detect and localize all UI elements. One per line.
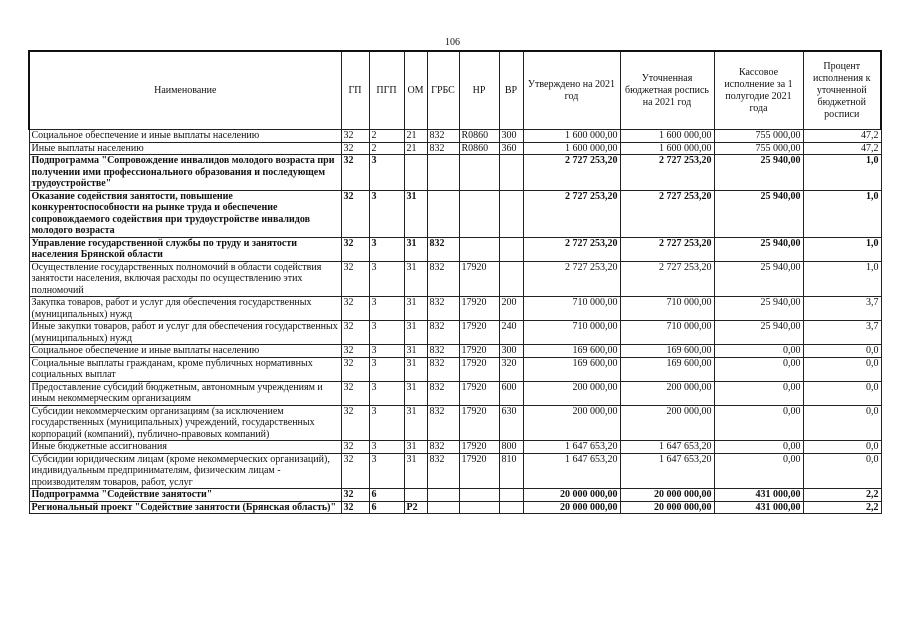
cell-clarified: 1 647 653,20 [620,441,714,454]
cell-om: 31 [404,441,427,454]
cell-cash: 25 940,00 [714,261,803,297]
cell-grbs [427,489,459,502]
cell-clarified: 200 000,00 [620,381,714,405]
cell-name: Субсидии юридическим лицам (кроме некоммерческих организаций), индивидуальным предпринимателям, физическим лицам - производителям товаров, работ, услуг [29,453,341,489]
header-vr: ВР [499,51,523,130]
cell-om: 31 [404,237,427,261]
table-row [29,357,881,381]
cell-np: 17920 [459,297,499,321]
cell-percent: 1,0 [803,237,881,261]
cell-om: 31 [404,345,427,358]
table-row [29,453,881,489]
cell-clarified: 20 000 000,00 [620,501,714,514]
cell-cash: 755 000,00 [714,142,803,155]
cell-vr [499,237,523,261]
cell-om: 31 [404,405,427,441]
cell-grbs: 832 [427,345,459,358]
cell-clarified: 1 647 653,20 [620,453,714,489]
cell-cash: 0,00 [714,441,803,454]
cell-percent: 1,0 [803,261,881,297]
cell-clarified: 710 000,00 [620,321,714,345]
cell-approved: 200 000,00 [523,405,620,441]
cell-grbs: 832 [427,237,459,261]
cell-grbs [427,501,459,514]
cell-ppgp: 6 [369,501,404,514]
cell-grbs: 832 [427,453,459,489]
cell-approved: 1 647 653,20 [523,441,620,454]
cell-percent: 0,0 [803,405,881,441]
cell-approved: 1 647 653,20 [523,453,620,489]
header-approved: Утверждено на 2021 год [523,51,620,130]
cell-vr [499,261,523,297]
cell-approved: 20 000 000,00 [523,489,620,502]
cell-gp: 32 [341,453,369,489]
cell-name: Региональный проект "Содействие занятости (Брянская область)" [29,501,341,514]
cell-gp: 32 [341,155,369,191]
cell-name: Подпрограмма "Содействие занятости" [29,489,341,502]
cell-clarified: 169 600,00 [620,345,714,358]
cell-ppgp: 3 [369,237,404,261]
cell-cash: 0,00 [714,357,803,381]
cell-percent: 0,0 [803,441,881,454]
cell-np [459,489,499,502]
cell-name: Иные бюджетные ассигнования [29,441,341,454]
cell-np: 17920 [459,357,499,381]
cell-vr: 300 [499,130,523,143]
cell-ppgp: 3 [369,453,404,489]
cell-cash: 755 000,00 [714,130,803,143]
cell-cash: 25 940,00 [714,237,803,261]
cell-np [459,501,499,514]
cell-grbs: 832 [427,130,459,143]
cell-clarified: 2 727 253,20 [620,261,714,297]
cell-np: 17920 [459,381,499,405]
cell-approved: 2 727 253,20 [523,155,620,191]
cell-gp: 32 [341,130,369,143]
cell-gp: 32 [341,357,369,381]
cell-cash: 25 940,00 [714,321,803,345]
cell-percent: 1,0 [803,155,881,191]
table-row [29,321,881,345]
cell-vr: 810 [499,453,523,489]
header-clarified: Уточненная бюджетная роспись на 2021 год [620,51,714,130]
cell-grbs: 832 [427,381,459,405]
cell-approved: 169 600,00 [523,357,620,381]
cell-grbs: 832 [427,441,459,454]
cell-clarified: 2 727 253,20 [620,155,714,191]
cell-ppgp: 3 [369,155,404,191]
header-om: ОМ [404,51,427,130]
cell-np: 17920 [459,441,499,454]
cell-ppgp: 2 [369,130,404,143]
cell-gp: 32 [341,321,369,345]
header-ppgp: ПГП [369,51,404,130]
table-row [29,405,881,441]
cell-name: Субсидии некоммерческим организациям (за исключением государственных (муниципальных) учреждений, государственных корпораций (компаний), публично-правовых компаний) [29,405,341,441]
cell-approved: 169 600,00 [523,345,620,358]
cell-ppgp: 3 [369,321,404,345]
table-row [29,237,881,261]
cell-om: 21 [404,142,427,155]
cell-clarified: 169 600,00 [620,357,714,381]
table-row [29,130,881,143]
header-percent: Процент исполнения к уточненной бюджетной росписи [803,51,881,130]
cell-ppgp: 3 [369,261,404,297]
cell-grbs: 832 [427,405,459,441]
cell-om: 31 [404,321,427,345]
cell-cash: 25 940,00 [714,297,803,321]
cell-gp: 32 [341,297,369,321]
cell-name: Оказание содействия занятости, повышение конкурентоспособности на рынке труда и обеспечение сопровождаемого содействия при трудоустройстве инвалидов молодого возраста [29,190,341,237]
cell-percent: 0,0 [803,453,881,489]
cell-name: Управление государственной службы по труду и занятости населения Брянской области [29,237,341,261]
cell-clarified: 710 000,00 [620,297,714,321]
cell-gp: 32 [341,261,369,297]
header-gp: ГП [341,51,369,130]
cell-vr [499,489,523,502]
cell-percent: 1,0 [803,190,881,237]
cell-approved: 2 727 253,20 [523,190,620,237]
cell-cash: 0,00 [714,405,803,441]
cell-cash: 25 940,00 [714,190,803,237]
cell-grbs: 832 [427,142,459,155]
cell-clarified: 2 727 253,20 [620,237,714,261]
cell-gp: 32 [341,489,369,502]
cell-ppgp: 2 [369,142,404,155]
cell-om: P2 [404,501,427,514]
cell-vr: 300 [499,345,523,358]
table-row [29,155,881,191]
table-row [29,441,881,454]
header-cash: Кассовое исполнение за 1 полугодие 2021 года [714,51,803,130]
cell-cash: 0,00 [714,381,803,405]
cell-name: Закупка товаров, работ и услуг для обеспечения государственных (муниципальных) нужд [29,297,341,321]
cell-gp: 32 [341,190,369,237]
cell-percent: 2,2 [803,501,881,514]
cell-cash: 431 000,00 [714,489,803,502]
cell-approved: 2 727 253,20 [523,261,620,297]
cell-gp: 32 [341,142,369,155]
cell-grbs: 832 [427,261,459,297]
cell-np: R0860 [459,142,499,155]
cell-cash: 0,00 [714,453,803,489]
cell-ppgp: 3 [369,441,404,454]
cell-percent: 2,2 [803,489,881,502]
header-grbs: ГРБС [427,51,459,130]
cell-percent: 0,0 [803,381,881,405]
cell-om [404,489,427,502]
cell-gp: 32 [341,501,369,514]
cell-gp: 32 [341,441,369,454]
cell-np: R0860 [459,130,499,143]
cell-clarified: 1 600 000,00 [620,130,714,143]
cell-approved: 20 000 000,00 [523,501,620,514]
cell-approved: 710 000,00 [523,321,620,345]
cell-gp: 32 [341,381,369,405]
cell-om: 31 [404,261,427,297]
cell-vr: 240 [499,321,523,345]
cell-approved: 1 600 000,00 [523,142,620,155]
cell-grbs [427,190,459,237]
cell-ppgp: 3 [369,345,404,358]
cell-vr: 600 [499,381,523,405]
cell-np: 17920 [459,345,499,358]
table-row [29,501,881,514]
cell-vr: 630 [499,405,523,441]
table-row [29,142,881,155]
cell-approved: 200 000,00 [523,381,620,405]
cell-name: Предоставление субсидий бюджетным, автономным учреждениям и иным некоммерческим организациям [29,381,341,405]
table-row [29,190,881,237]
cell-name: Осуществление государственных полномочий в области содействия занятости населения, включая расходы по осуществлению этих полномочий [29,261,341,297]
cell-clarified: 1 600 000,00 [620,142,714,155]
cell-ppgp: 3 [369,381,404,405]
cell-percent: 3,7 [803,321,881,345]
cell-vr: 320 [499,357,523,381]
header-np: НР [459,51,499,130]
cell-np: 17920 [459,321,499,345]
table-header-row [29,51,881,130]
cell-percent: 47,2 [803,142,881,155]
cell-np: 17920 [459,261,499,297]
cell-vr [499,501,523,514]
cell-om: 31 [404,453,427,489]
cell-name: Иные закупки товаров, работ и услуг для обеспечения государственных (муниципальных) нужд [29,321,341,345]
table-row [29,297,881,321]
cell-np: 17920 [459,453,499,489]
cell-name: Социальные выплаты гражданам, кроме публичных нормативных социальных выплат [29,357,341,381]
table-row [29,345,881,358]
cell-grbs: 832 [427,357,459,381]
cell-clarified: 200 000,00 [620,405,714,441]
cell-grbs: 832 [427,321,459,345]
cell-vr [499,155,523,191]
cell-np [459,190,499,237]
cell-vr: 800 [499,441,523,454]
cell-vr: 360 [499,142,523,155]
page-number: 106 [445,37,460,48]
cell-percent: 0,0 [803,345,881,358]
table-row [29,489,881,502]
cell-ppgp: 3 [369,405,404,441]
cell-ppgp: 3 [369,357,404,381]
cell-om: 31 [404,297,427,321]
cell-om: 31 [404,190,427,237]
cell-percent: 3,7 [803,297,881,321]
cell-clarified: 2 727 253,20 [620,190,714,237]
cell-approved: 2 727 253,20 [523,237,620,261]
cell-percent: 47,2 [803,130,881,143]
cell-cash: 431 000,00 [714,501,803,514]
cell-np [459,237,499,261]
budget-execution-table [28,50,882,514]
header-name: Наименование [29,51,341,130]
cell-approved: 1 600 000,00 [523,130,620,143]
cell-ppgp: 6 [369,489,404,502]
cell-name: Социальное обеспечение и иные выплаты населению [29,345,341,358]
cell-vr: 200 [499,297,523,321]
cell-grbs [427,155,459,191]
cell-gp: 32 [341,345,369,358]
cell-om: 21 [404,130,427,143]
cell-cash: 25 940,00 [714,155,803,191]
table-row [29,261,881,297]
cell-gp: 32 [341,237,369,261]
cell-om: 31 [404,357,427,381]
cell-om [404,155,427,191]
cell-ppgp: 3 [369,190,404,237]
cell-percent: 0,0 [803,357,881,381]
cell-name: Социальное обеспечение и иные выплаты населению [29,130,341,143]
cell-vr [499,190,523,237]
cell-name: Подпрограмма "Сопровождение инвалидов молодого возраста при получении ими профессионального образования и последующем трудоустройстве" [29,155,341,191]
cell-gp: 32 [341,405,369,441]
cell-om: 31 [404,381,427,405]
cell-clarified: 20 000 000,00 [620,489,714,502]
table-body [29,130,881,514]
cell-name: Иные выплаты населению [29,142,341,155]
cell-np [459,155,499,191]
table-row [29,381,881,405]
cell-np: 17920 [459,405,499,441]
cell-approved: 710 000,00 [523,297,620,321]
cell-grbs: 832 [427,297,459,321]
cell-cash: 0,00 [714,345,803,358]
cell-ppgp: 3 [369,297,404,321]
